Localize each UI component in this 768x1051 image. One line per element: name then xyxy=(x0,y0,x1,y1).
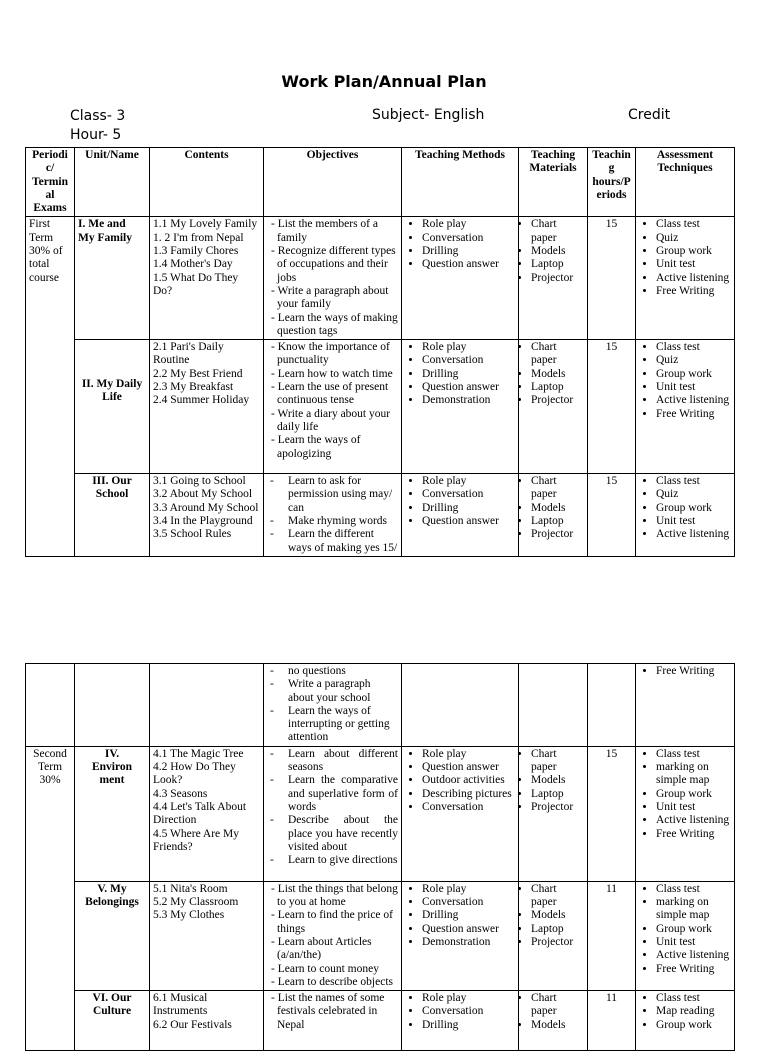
unit-name: IV. Environ ment xyxy=(75,746,150,881)
list-item: • Models xyxy=(531,1019,584,1032)
list-item: • Class test xyxy=(656,992,731,1005)
list-item: • Projector xyxy=(531,936,584,949)
contents-cell xyxy=(150,881,264,990)
list-item: • Models xyxy=(531,909,584,922)
list-item: • Active listening xyxy=(656,394,731,407)
list-item: • Role play xyxy=(422,992,515,1005)
list-item: • Role play xyxy=(422,218,515,231)
list-item: • Free Writing xyxy=(656,408,731,421)
list-item: - Learn to ask for permission using may/ can xyxy=(288,475,398,515)
list-item: • Active listening xyxy=(656,949,731,962)
assessment-cell xyxy=(636,474,735,557)
list-item: • Free Writing xyxy=(656,828,731,841)
page-title: Work Plan/Annual Plan xyxy=(281,72,487,91)
list-item: • Unit test xyxy=(656,936,731,949)
unit-name: V. My Belongings xyxy=(75,881,150,990)
objectives-cell xyxy=(264,664,402,747)
table-row xyxy=(26,991,735,1051)
objectives-cell xyxy=(264,991,402,1051)
list-item: 6.1 Musical Instruments xyxy=(153,992,208,1018)
list-item: 2.2 My Best Friend xyxy=(153,367,243,380)
table-row xyxy=(26,746,735,881)
list-item: 3.1 Going to School xyxy=(153,475,246,488)
list-item: • Conversation xyxy=(422,896,515,909)
header-cell: Objectives xyxy=(264,148,402,217)
term-cell xyxy=(26,664,75,747)
list-item: 5.3 My Clothes xyxy=(153,909,225,922)
contents-cell xyxy=(150,664,264,747)
list-item: • Free Writing xyxy=(656,665,731,678)
list-item: • Laptop xyxy=(531,788,584,801)
materials-cell xyxy=(519,664,588,747)
list-item: • Conversation xyxy=(422,1005,515,1018)
hours-cell: 11 xyxy=(588,991,636,1051)
list-item: • Laptop xyxy=(531,923,584,936)
list-item: - Learn about Articles (a/an/the) xyxy=(277,936,398,963)
list-item: • Projector xyxy=(531,394,584,407)
assessment-cell xyxy=(636,991,735,1051)
list-item: • Unit test xyxy=(656,801,731,814)
hours-cell: 15 xyxy=(588,746,636,881)
hours-cell xyxy=(588,664,636,747)
list-item: • marking on simple map xyxy=(656,896,731,923)
plan-table-page-2 xyxy=(25,663,735,1051)
list-item: • Group work xyxy=(656,1019,731,1032)
list-item: • Quiz xyxy=(656,354,731,367)
methods-cell xyxy=(402,746,519,881)
list-item: • Projector xyxy=(531,272,584,285)
list-item: • Active listening xyxy=(656,814,731,827)
list-item: 4.2 How Do They Look? xyxy=(153,761,236,787)
list-item: • Demonstration xyxy=(422,394,515,407)
list-item: • Class test xyxy=(656,475,731,488)
list-item: • Role play xyxy=(422,341,515,354)
list-item: 6.2 Our Festivals xyxy=(153,1018,232,1031)
list-item: 2.4 Summer Holiday xyxy=(153,394,250,407)
list-item: • Describing pictures xyxy=(422,788,515,801)
list-item: 2.1 Pari's Daily Routine xyxy=(153,341,224,367)
list-item: • Chart paper xyxy=(531,883,584,910)
methods-cell xyxy=(402,881,519,990)
list-item: • Laptop xyxy=(531,258,584,271)
list-item: - Write a paragraph about your school xyxy=(288,678,398,705)
list-item: 4.1 The Magic Tree xyxy=(153,747,244,760)
objectives-cell xyxy=(264,217,402,340)
methods-cell xyxy=(402,991,519,1051)
list-item: 4.5 Where Are My Friends? xyxy=(153,827,240,853)
term-cell: First Term 30% of total course xyxy=(26,217,75,557)
list-item: • Projector xyxy=(531,528,584,541)
table-row xyxy=(26,881,735,990)
list-item: • Group work xyxy=(656,788,731,801)
table-row xyxy=(26,474,735,557)
list-item: 3.2 About My School xyxy=(153,488,253,501)
assessment-cell xyxy=(636,881,735,990)
list-item: - Learn the ways of apologizing xyxy=(277,434,398,461)
list-item: 4.3 Seasons xyxy=(153,787,208,800)
header-cell: Assessment Techniques xyxy=(636,148,735,217)
list-item: • Question answer xyxy=(422,258,515,271)
list-item: • Drilling xyxy=(422,909,515,922)
hours-cell: 15 xyxy=(588,217,636,340)
list-item: • Quiz xyxy=(656,232,731,245)
header-cell: Unit/Name xyxy=(75,148,150,217)
assessment-cell xyxy=(636,340,735,474)
list-item: - Learn to describe objects xyxy=(277,976,398,989)
list-item: • Question answer xyxy=(422,381,515,394)
unit-name: VI. Our Culture xyxy=(75,991,150,1051)
list-item: • Class test xyxy=(656,883,731,896)
list-item: • Conversation xyxy=(422,801,515,814)
list-item: - List the names of some festivals celebrated in Nepal xyxy=(277,992,398,1032)
contents-cell xyxy=(150,340,264,474)
list-item: - Learn the different ways of making yes 15/ xyxy=(288,528,398,555)
unit-name: III. Our School xyxy=(75,474,150,557)
list-item: - Describe about the place you have recently visited about xyxy=(288,814,398,854)
list-item: 5.2 My Classroom xyxy=(153,896,239,909)
materials-cell xyxy=(519,881,588,990)
unit-name xyxy=(75,664,150,747)
subject-label: Subject- English xyxy=(372,107,485,123)
list-item: 1.5 What Do They Do? xyxy=(153,271,239,297)
list-item: - Learn how to watch time xyxy=(277,368,398,381)
list-item: • Conversation xyxy=(422,232,515,245)
table-row xyxy=(26,664,735,747)
list-item: • Question answer xyxy=(422,761,515,774)
list-item: • Models xyxy=(531,368,584,381)
list-item: • Class test xyxy=(656,748,731,761)
header-cell: Teaching Methods xyxy=(402,148,519,217)
list-item: - Learn about different seasons xyxy=(288,748,398,775)
materials-cell xyxy=(519,217,588,340)
list-item: • Quiz xyxy=(656,488,731,501)
list-item: • Role play xyxy=(422,883,515,896)
unit-name: II. My Daily Life xyxy=(75,340,150,474)
list-item: • Chart paper xyxy=(531,992,584,1019)
list-item: - Learn to find the price of things xyxy=(277,909,398,936)
list-item: 2.3 My Breakfast xyxy=(153,381,234,394)
objectives-cell xyxy=(264,340,402,474)
list-item: • Chart paper xyxy=(531,218,584,245)
objectives-cell xyxy=(264,881,402,990)
list-item: • Laptop xyxy=(531,515,584,528)
hours-cell: 15 xyxy=(588,474,636,557)
list-item: • Role play xyxy=(422,475,515,488)
table-row xyxy=(26,217,735,340)
list-item: • Drilling xyxy=(422,1019,515,1032)
term-cell: Second Term 30% xyxy=(26,746,75,1050)
methods-cell xyxy=(402,664,519,747)
class-hour-label: Class- 3 Hour- 5 xyxy=(70,108,126,143)
plan-table-page-1 xyxy=(25,147,735,557)
hours-cell: 11 xyxy=(588,881,636,990)
list-item: • Conversation xyxy=(422,354,515,367)
list-item: - Write a diary about your daily life xyxy=(277,408,398,435)
list-item: - Make rhyming words xyxy=(288,515,398,528)
methods-cell xyxy=(402,474,519,557)
list-item: 3.4 In the Playground xyxy=(153,515,253,528)
materials-cell xyxy=(519,474,588,557)
list-item: • Outdoor activities xyxy=(422,774,515,787)
header-cell: Periodi c/ Termin al Exams xyxy=(26,148,75,217)
list-item: - Recognize different types of occupations and their jobs xyxy=(277,245,398,285)
list-item: • Group work xyxy=(656,502,731,515)
list-item: • Role play xyxy=(422,748,515,761)
list-item: • marking on simple map xyxy=(656,761,731,788)
list-item: • Group work xyxy=(656,368,731,381)
materials-cell xyxy=(519,340,588,474)
list-item: 3.3 Around My School xyxy=(153,501,259,514)
list-item: - Know the importance of punctuality xyxy=(277,341,398,368)
list-item: • Chart paper xyxy=(531,341,584,368)
list-item: • Question answer xyxy=(422,923,515,936)
list-item: 1.1 My Lovely Family xyxy=(153,218,258,231)
list-item: - List the things that belong to you at home xyxy=(277,883,398,910)
list-item: 4.4 Let's Talk About Direction xyxy=(153,800,247,827)
list-item: - Learn to count money xyxy=(277,963,398,976)
list-item: • Drilling xyxy=(422,368,515,381)
list-item: • Unit test xyxy=(656,515,731,528)
list-item: • Models xyxy=(531,774,584,787)
list-item: • Question answer xyxy=(422,515,515,528)
credit-label: Credit xyxy=(628,107,671,123)
list-item: • Models xyxy=(531,502,584,515)
list-item: • Free Writing xyxy=(656,285,731,298)
list-item: • Group work xyxy=(656,923,731,936)
list-item: - Learn the ways of interrupting or getting attention xyxy=(288,705,398,745)
unit-name: I. Me and My Family xyxy=(75,217,150,340)
list-item: • Drilling xyxy=(422,245,515,258)
list-item: • Active listening xyxy=(656,272,731,285)
materials-cell xyxy=(519,746,588,881)
list-item: • Group work xyxy=(656,245,731,258)
list-item: - List the members of a family xyxy=(277,218,398,245)
list-item: • Class test xyxy=(656,218,731,231)
assessment-cell xyxy=(636,746,735,881)
contents-cell xyxy=(150,474,264,557)
list-item: • Drilling xyxy=(422,502,515,515)
contents-cell xyxy=(150,217,264,340)
list-item: • Chart paper xyxy=(531,475,584,502)
list-item: • Conversation xyxy=(422,488,515,501)
objectives-cell xyxy=(264,746,402,881)
list-item: 3.5 School Rules xyxy=(153,528,232,541)
header-cell: Teachin g hours/P eriods xyxy=(588,148,636,217)
assessment-cell xyxy=(636,664,735,747)
list-item: • Projector xyxy=(531,801,584,814)
contents-cell xyxy=(150,991,264,1051)
list-item: • Laptop xyxy=(531,381,584,394)
objectives-cell xyxy=(264,474,402,557)
list-item: • Free Writing xyxy=(656,963,731,976)
contents-cell xyxy=(150,746,264,881)
header-cell: Contents xyxy=(150,148,264,217)
methods-cell xyxy=(402,340,519,474)
assessment-cell xyxy=(636,217,735,340)
list-item: • Models xyxy=(531,245,584,258)
list-item: 5.1 Nita's Room xyxy=(153,882,228,895)
hours-cell: 15 xyxy=(588,340,636,474)
header-cell: Teaching Materials xyxy=(519,148,588,217)
list-item: • Map reading xyxy=(656,1005,731,1018)
list-item: • Active listening xyxy=(656,528,731,541)
list-item: 1.3 Family Chores xyxy=(153,245,239,258)
table-row xyxy=(26,340,735,474)
list-item: 1.4 Mother's Day xyxy=(153,258,233,271)
header-row xyxy=(26,148,735,217)
list-item: - Learn to give directions xyxy=(288,854,398,867)
materials-cell xyxy=(519,991,588,1051)
list-item: • Unit test xyxy=(656,258,731,271)
list-item: - Learn the use of present continuous tense xyxy=(277,381,398,408)
list-item: • Unit test xyxy=(656,381,731,394)
methods-cell xyxy=(402,217,519,340)
list-item: - Learn the ways of making question tags xyxy=(277,312,398,339)
list-item: - Learn the comparative and superlative form of words xyxy=(288,774,398,814)
list-item: • Class test xyxy=(656,341,731,354)
list-item: 1. 2 I'm from Nepal xyxy=(153,231,244,244)
list-item: - Write a paragraph about your family xyxy=(277,285,398,312)
list-item: - no questions xyxy=(288,665,398,678)
list-item: • Demonstration xyxy=(422,936,515,949)
list-item: • Chart paper xyxy=(531,748,584,775)
